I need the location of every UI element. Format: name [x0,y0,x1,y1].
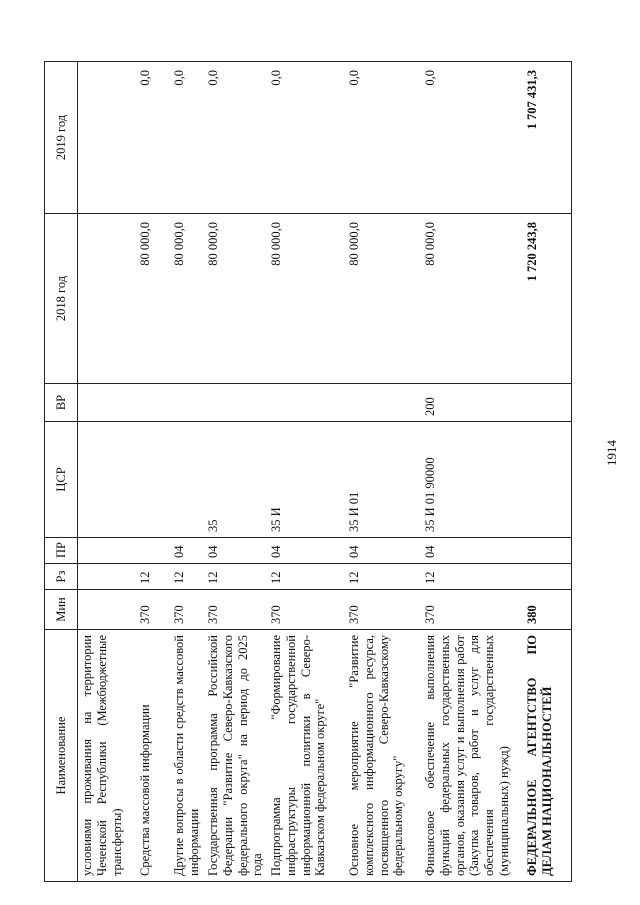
row-2019: 0,0 [136,62,170,214]
row-vr [170,384,204,422]
row-vr [523,384,572,422]
table-row [523,62,572,882]
table-row [136,62,170,882]
row-min: 370 [345,590,421,630]
table-row [170,62,204,882]
header-vr: ВР [45,384,78,422]
row-vr: 200 [421,384,523,422]
row-csr: 35 [204,422,267,538]
row-2019: 0,0 [421,62,523,214]
row-2018: 80 000,0 [170,214,204,384]
row-csr: 35 И 01 [345,422,421,538]
row-csr [170,422,204,538]
budget-table [44,61,572,882]
row-csr [523,422,572,538]
row-2019: 0,0 [267,62,345,214]
row-csr: 35 И 01 90000 [421,422,523,538]
row-name: Средства массовой информации [136,630,170,882]
row-csr [78,422,137,538]
row-rz: 12 [421,564,523,590]
header-pr: ПР [45,538,78,564]
row-pr: 04 [267,538,345,564]
table-row [267,62,345,882]
header-name: Наименование [45,630,78,882]
row-2019: 1 707 431,3 [523,62,572,214]
header-2019: 2019 год [45,62,78,214]
row-pr [78,538,137,564]
row-pr: 04 [345,538,421,564]
row-2018: 80 000,0 [136,214,170,384]
row-rz [523,564,572,590]
header-csr: ЦСР [45,422,78,538]
row-name: Другие вопросы в области средств массовой информации [170,630,204,882]
row-name: Подпрограмма "Формирование инфраструктуры государственной информационной политики в Северо-Кавказском федеральном округе" [267,630,345,882]
row-2018: 80 000,0 [267,214,345,384]
row-csr: 35 И [267,422,345,538]
row-2019: 0,0 [345,62,421,214]
table-row [204,62,267,882]
row-vr [204,384,267,422]
row-name: ФЕДЕРАЛЬНОЕ АГЕНТСТВО ПО ДЕЛАМ НАЦИОНАЛЬНОСТЕЙ [523,630,572,882]
row-vr [136,384,170,422]
row-rz: 12 [170,564,204,590]
table-header-row [45,62,78,882]
row-rz: 12 [136,564,170,590]
row-min: 370 [421,590,523,630]
rotated-page [44,62,606,882]
row-pr: 04 [170,538,204,564]
row-min: 370 [204,590,267,630]
table-row [345,62,421,882]
row-2018: 80 000,0 [421,214,523,384]
row-pr [136,538,170,564]
row-rz: 12 [204,564,267,590]
row-pr [523,538,572,564]
table-row [78,62,137,882]
row-2018: 80 000,0 [204,214,267,384]
row-min [78,590,137,630]
row-name: Финансовое обеспечение выполнения функций федеральных государственных органов, оказания услуг и выполнения работ (Закупка товаров, работ и услуг для обеспечения государственных (муниципальных) нужд) [421,630,523,882]
row-pr: 04 [421,538,523,564]
row-pr: 04 [204,538,267,564]
header-2018: 2018 год [45,214,78,384]
header-rz: Рз [45,564,78,590]
row-min: 370 [136,590,170,630]
row-2018: 1 720 243,8 [523,214,572,384]
row-min: 370 [267,590,345,630]
table-row [421,62,523,882]
row-2019: 0,0 [170,62,204,214]
row-csr [136,422,170,538]
row-name: Государственная программа Российской Федерации "Развитие Северо-Кавказского федерального округа" на период до 2025 года [204,630,267,882]
row-min: 370 [170,590,204,630]
row-2018 [78,214,137,384]
row-vr [78,384,137,422]
page-number: 1914 [604,440,619,466]
row-rz: 12 [345,564,421,590]
header-min: Мин [45,590,78,630]
row-vr [345,384,421,422]
row-rz [78,564,137,590]
row-2018: 80 000,0 [345,214,421,384]
row-rz: 12 [267,564,345,590]
row-min: 380 [523,590,572,630]
row-vr [267,384,345,422]
row-name: Основное мероприятие "Развитие комплексного информационного ресурса, посвященного Северо-Кавказскому федеральному округу" [345,630,421,882]
row-name: условиями проживания на территории Чеченской Республики (Межбюджетные трансферты) [78,630,137,882]
row-2019 [78,62,137,214]
row-2019: 0,0 [204,62,267,214]
